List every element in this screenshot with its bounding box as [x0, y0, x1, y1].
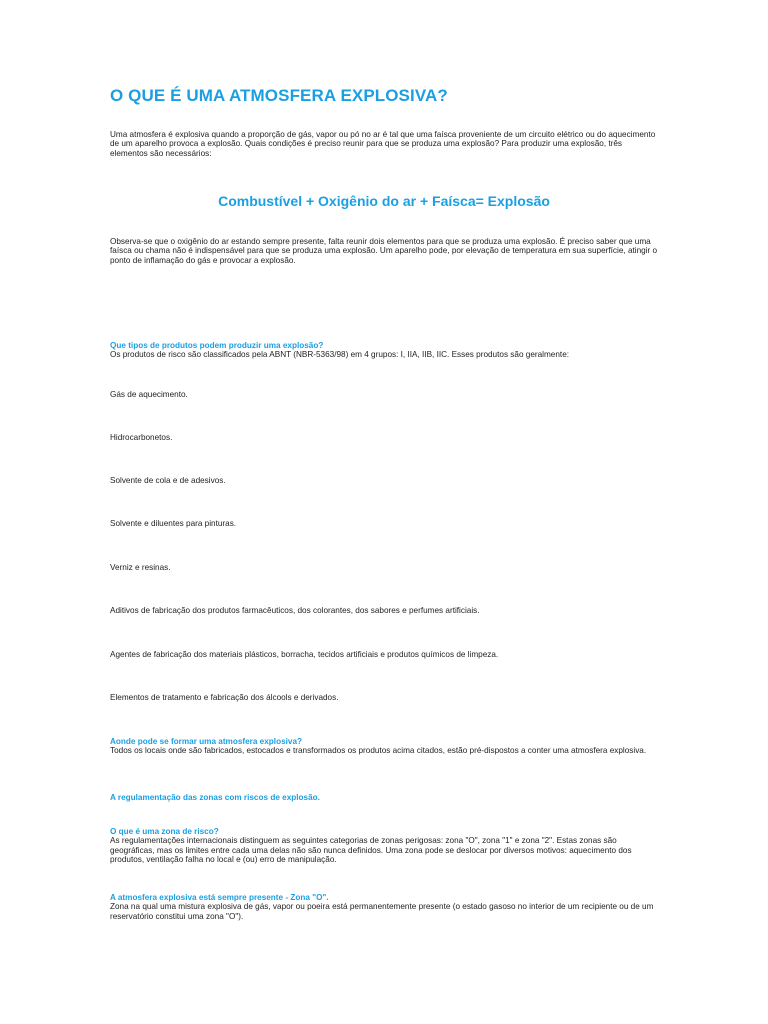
- section-heading-products: Que tipos de produtos podem produzir uma explosão?: [110, 341, 324, 350]
- product-item: Solvente de cola e de adesivos.: [110, 476, 226, 485]
- explosion-formula: Combustível + Oxigênio do ar + Faísca= Explosão: [218, 193, 550, 209]
- section-text-products: Os produtos de risco são classificados pela ABNT (NBR-5363/98) em 4 grupos: I, IIA, IIB, IIC. Esses produtos são geralmente:: [110, 350, 570, 360]
- section-text-locations: Todos os locais onde são fabricados, estocados e transformados os produtos acima citados, estão pré-dispostos a conter uma atmosfera explosiva.: [110, 746, 647, 756]
- product-item: Aditivos de fabricação dos produtos farmacêuticos, dos colorantes, dos sabores e perfumes artificiais.: [110, 606, 480, 615]
- section-risk-zone: [110, 827, 660, 865]
- product-item: Elementos de tratamento e fabricação dos álcools e derivados.: [110, 693, 339, 702]
- section-zone-0: [110, 893, 660, 921]
- product-item: Solvente e diluentes para pinturas.: [110, 519, 237, 528]
- section-products: [110, 341, 660, 360]
- section-heading-locations: Aonde pode se formar uma atmosfera explosiva?: [110, 737, 303, 746]
- observation-paragraph: Observa-se que o oxigênio do ar estando sempre presente, falta reunir dois elementos para que se produza uma explosão. É preciso saber que uma faísca ou chama não é indispensável para que se produza uma explosão. Um aparelho pode, por elevação de temperatura em sua superfície, atingir o ponto de inflamação do gás e provocar a explosão.: [110, 237, 658, 265]
- page-title: O QUE É UMA ATMOSFERA EXPLOSIVA?: [110, 86, 448, 105]
- intro-paragraph: Uma atmosfera é explosiva quando a proporção de gás, vapor ou pó no ar é tal que uma faísca proveniente de um circuito elétrico ou do aquecimento de um aparelho provoca a explosão. Quais condições é preciso reunir para que se produza uma explosão? Para produzir uma explosão, três elementos são necessários:: [110, 130, 656, 158]
- section-heading-risk-zone: O que é uma zona de risco?: [110, 827, 219, 836]
- section-locations: [110, 737, 660, 756]
- product-item: Agentes de fabricação dos materiais plásticos, borracha, tecidos artificiais e produtos químicos de limpeza.: [110, 650, 499, 659]
- section-heading-zone-0: A atmosfera explosiva está sempre presente - Zona "O".: [110, 893, 329, 902]
- section-text-zone-0: Zona na qual uma mistura explosiva de gás, vapor ou poeira está permanentemente presente (o estado gasoso no interior de um recipiente ou de um reservatório constitui uma zona "O").: [110, 902, 654, 921]
- product-item: Gás de aquecimento.: [110, 390, 188, 399]
- product-item: Verniz e resinas.: [110, 563, 171, 572]
- section-heading-regulation: A regulamentação das zonas com riscos de explosão.: [110, 793, 320, 802]
- product-item: Hidrocarbonetos.: [110, 433, 173, 442]
- section-text-risk-zone: As regulamentações internacionais distinguem as seguintes categorias de zonas perigosas: zona "O", zona "1" e zona "2". Estas zonas são geográficas, mas os limites entre cada uma delas não são nunca definidos. Uma zona pode se deslocar por diversos motivos: aquecimento dos produtos, ventilação falha no local e (ou) erro de manipulação.: [110, 836, 632, 865]
